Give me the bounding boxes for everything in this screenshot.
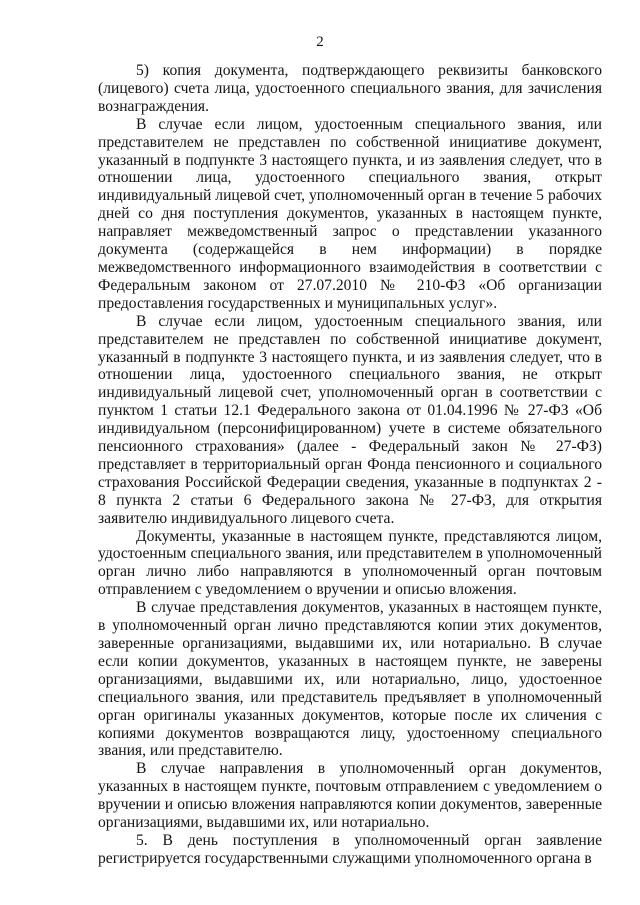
paragraph-bank-account-copy: 5) копия документа, подтверждающего реквизиты банковского (лицевого) счета лица, удостоенного специального звания, для зачисления вознаграждения. [98, 62, 602, 115]
paragraph-interagency-request: В случае если лицом, удостоенным специального звания, или представителем не представлен по собственной инициативе документ, указанный в подпункте 3 настоящего пункта, и из заявления следует, что в отношении лица, удостоенного специального звания, открыт индивидуальный лицевой счет, уполномоченный орган в течение 5 рабочих дней со дня поступления документов, указанных в настоящем пункте, направляет межведомственный запрос о представлении указанного документа (содержащейся в нем информации) в порядке межведомственного информационного взаимодействия в соответствии с Федеральным законом от 27.07.2010 № 210-ФЗ «Об организации предоставления государственных и муниципальных услуг». [98, 115, 602, 312]
paragraph-personal-account-opening: В случае если лицом, удостоенным специального звания, или представителем не представлен по собственной инициативе документ, указанный в подпункте 3 настоящего пункта, и из заявления следует, что в отношении лица, удостоенного специального звания, не открыт индивидуальный лицевой счет, уполномоченный орган в соответствии с пунктом 1 статьи 12.1 Федерального закона от 01.04.1996 № 27-ФЗ «Об индивидуальном (персонифицированном) учете в системе обязательного пенсионного страхования» (далее - Федеральный закон № 27-ФЗ) представляет в территориальный орган Фонда пенсионного и социального страхования Российской Федерации сведения, указанные в подпунктах 2 - 8 пункта 2 статьи 6 Федерального закона № 27-ФЗ, для открытия заявителю индивидуального лицевого счета. [98, 312, 602, 527]
document-body [98, 62, 602, 868]
paragraph-postal-copies: В случае направления в уполномоченный орган документов, указанных в настоящем пункте, почтовым отправлением с уведомлением о вручении и описью вложения направляются копии документов, заверенные организациями, выдавшими их, или нотариально. [98, 760, 602, 832]
paragraph-submission-method: Документы, указанные в настоящем пункте, представляются лицом, удостоенным специального звания, или представителем в уполномоченный орган лично либо направляются в уполномоченный орган почтовым отправлением с уведомлением о вручении и описью вложения. [98, 527, 602, 599]
paragraph-item-5-registration: 5. В день поступления в уполномоченный орган заявление регистрируется государственными служащими уполномоченного органа в [98, 831, 602, 867]
page-number: 2 [316, 34, 324, 50]
paragraph-in-person-copies: В случае представления документов, указанных в настоящем пункте, в уполномоченный орган лично представляются копии этих документов, заверенные организациями, выдавшими их, или нотариально. В случае если копии документов, указанных в настоящем пункте, не заверены организациями, выдавшими их, или нотариально, лицо, удостоенное специального звания, или представитель предъявляет в уполномоченный орган оригиналы указанных документов, которые после их сличения с копиями документов возвращаются лицу, удостоенному специального звания, или представителю. [98, 599, 602, 760]
